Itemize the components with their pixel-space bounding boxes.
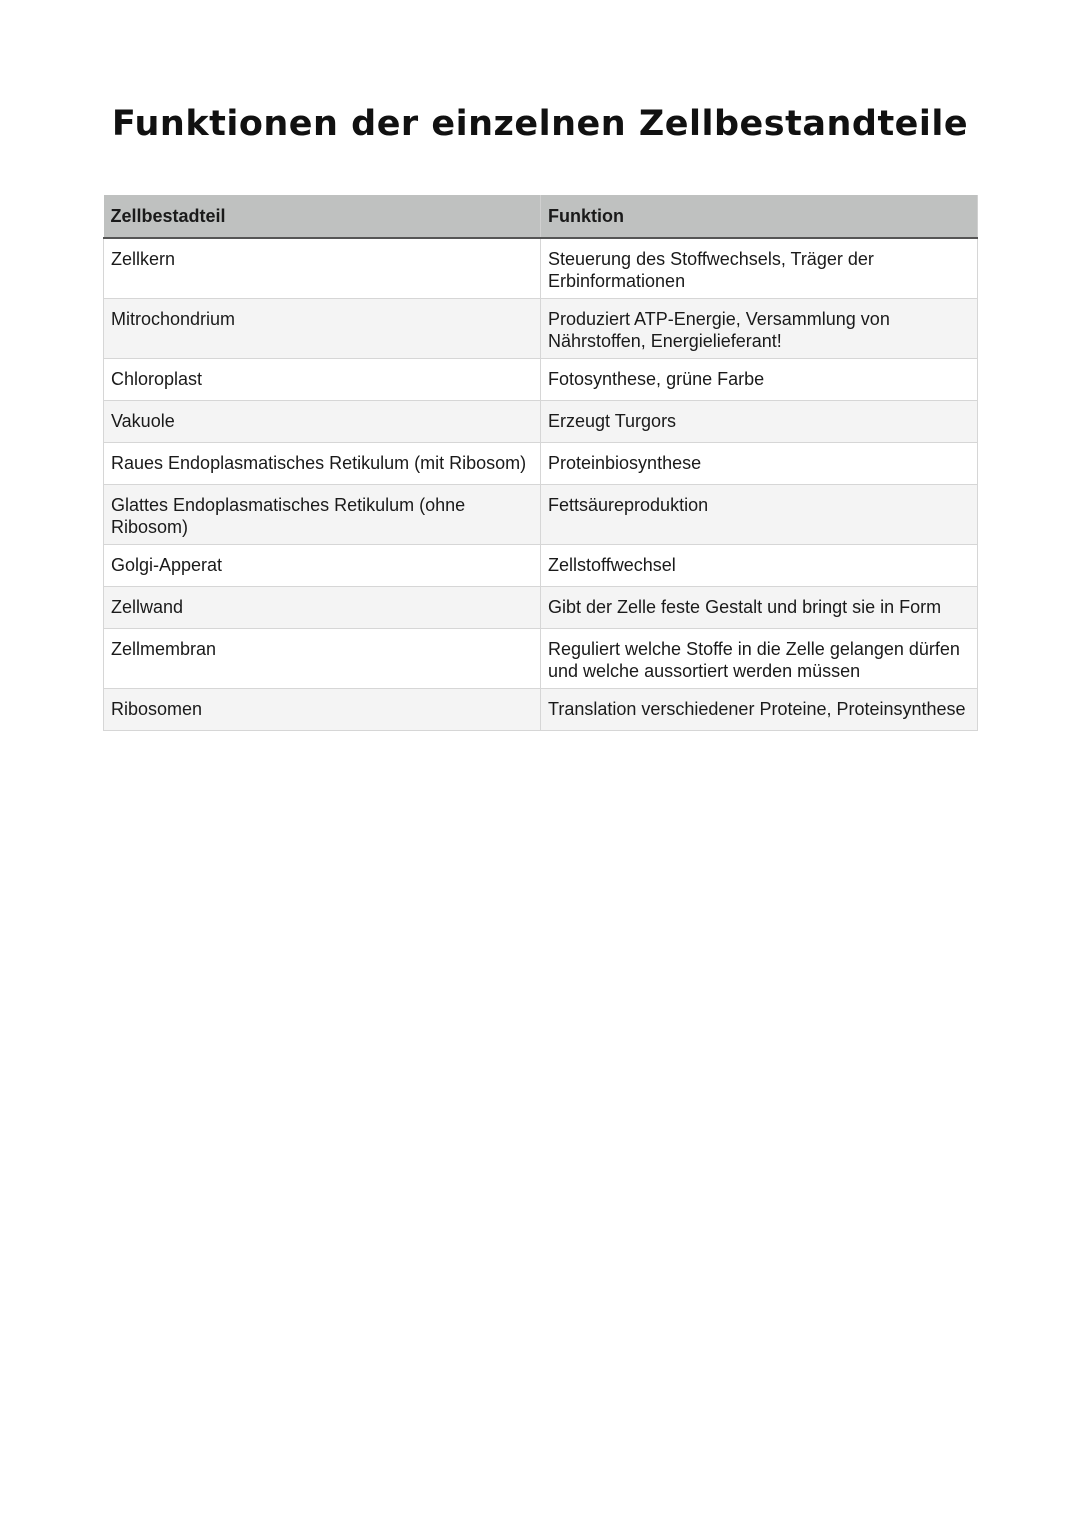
function-cell: Erzeugt Turgors — [541, 401, 978, 443]
function-cell: Translation verschiedener Proteine, Proteinsynthese — [541, 689, 978, 731]
component-cell: Glattes Endoplasmatisches Retikulum (ohne Ribosom) — [104, 485, 541, 545]
function-cell: Reguliert welche Stoffe in die Zelle gelangen dürfen und welche aussortiert werden müssen — [541, 629, 978, 689]
component-cell: Raues Endoplasmatisches Retikulum (mit Ribosom) — [104, 443, 541, 485]
component-cell: Mitrochondrium — [104, 299, 541, 359]
function-cell: Fotosynthese, grüne Farbe — [541, 359, 978, 401]
component-cell: Chloroplast — [104, 359, 541, 401]
table-row — [104, 299, 978, 359]
function-cell: Fettsäureproduktion — [541, 485, 978, 545]
component-cell: Zellwand — [104, 587, 541, 629]
table-row — [104, 545, 978, 587]
function-cell: Zellstoffwechsel — [541, 545, 978, 587]
table-row — [104, 359, 978, 401]
page-title: Funktionen der einzelnen Zellbestandteile — [111, 104, 969, 144]
table-row — [104, 401, 978, 443]
function-cell: Steuerung des Stoffwechsels, Träger der Erbinformationen — [541, 238, 978, 299]
component-cell: Vakuole — [104, 401, 541, 443]
function-cell: Produziert ATP-Energie, Versammlung von Nährstoffen, Energielieferant! — [541, 299, 978, 359]
function-cell: Gibt der Zelle feste Gestalt und bringt sie in Form — [541, 587, 978, 629]
table-row — [104, 443, 978, 485]
cell-components-table — [103, 195, 978, 731]
table-header-row — [104, 195, 978, 238]
table-row — [104, 629, 978, 689]
table-row — [104, 485, 978, 545]
table-row — [104, 587, 978, 629]
table-row — [104, 238, 978, 299]
header-function: Funktion — [541, 195, 978, 238]
table-row — [104, 689, 978, 731]
component-cell: Golgi-Apperat — [104, 545, 541, 587]
component-cell: Zellmembran — [104, 629, 541, 689]
function-cell: Proteinbiosynthese — [541, 443, 978, 485]
component-cell: Zellkern — [104, 238, 541, 299]
component-cell: Ribosomen — [104, 689, 541, 731]
header-component: Zellbestadteil — [104, 195, 541, 238]
